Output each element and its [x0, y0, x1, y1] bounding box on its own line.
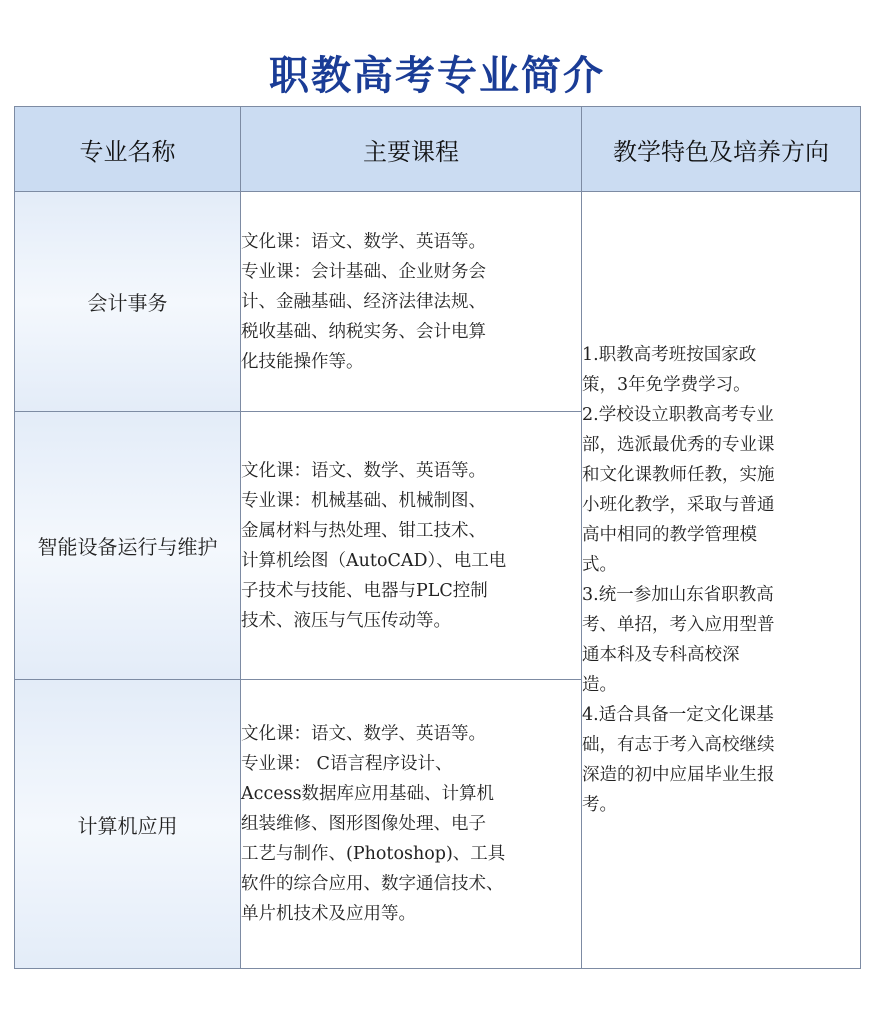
table-row [15, 192, 861, 412]
feature-line: 考、单招，考入应用型普 [582, 615, 775, 635]
course-line: Access数据库应用基础、计算机 [241, 784, 495, 804]
course-cell [241, 412, 582, 680]
course-line: 文化课：语文、数学、英语等。 [241, 724, 486, 744]
course-line: 税收基础、纳税实务、会计电算 [241, 321, 486, 342]
course-line: 专业课：机械基础、机械制图、 [241, 490, 486, 511]
major-name: 智能设备运行与维护 [15, 412, 241, 680]
course-line: 专业课：会计基础、企业财务会 [241, 261, 486, 282]
feature-line: 1.职教高考班按国家政 [582, 345, 757, 365]
feature-line: 高中相同的教学管理模 [582, 525, 757, 545]
course-line: 单片机技术及应用等。 [241, 904, 416, 924]
course-cell [241, 192, 582, 412]
header-major-name: 专业名称 [15, 107, 241, 192]
major-name: 计算机应用 [15, 680, 241, 969]
course-line: 专业课： C语言程序设计、 [241, 754, 453, 774]
course-line: 组装维修、图形图像处理、电子 [241, 814, 486, 834]
course-line: 工艺与制作、(Photoshop)、工具 [241, 844, 506, 864]
feature-line: 3.统一参加山东省职教高 [582, 585, 774, 605]
feature-item [582, 580, 860, 700]
course-line: 计算机绘图（AutoCAD）、电工电 [241, 550, 507, 571]
feature-line: 深造的初中应届毕业生报 [582, 765, 775, 785]
header-features: 教学特色及培养方向 [582, 107, 861, 192]
course-line: 文化课：语文、数学、英语等。 [241, 460, 486, 481]
feature-item [582, 340, 860, 400]
course-line: 金属材料与热处理、钳工技术、 [241, 520, 486, 541]
course-line: 文化课：语文、数学、英语等。 [241, 231, 486, 252]
course-list [241, 719, 581, 929]
page-title: 职教高考专业简介 [269, 53, 605, 99]
course-cell [241, 680, 582, 969]
feature-line: 2.学校设立职教高考专业 [582, 405, 774, 425]
feature-line: 小班化教学，采取与普通 [582, 495, 775, 515]
feature-item [582, 700, 860, 820]
feature-line: 造。 [582, 675, 617, 695]
course-line: 化技能操作等。 [241, 351, 364, 372]
feature-line: 考。 [582, 795, 617, 815]
table-header-row [15, 107, 861, 192]
course-line: 技术、液压与气压传动等。 [241, 610, 451, 631]
feature-line: 式。 [582, 555, 617, 575]
major-name: 会计事务 [15, 192, 241, 412]
course-line: 计、金融基础、经济法律法规、 [241, 291, 486, 312]
course-list [241, 456, 581, 636]
feature-line: 策，3年免学费学习。 [582, 375, 751, 395]
course-line: 软件的综合应用、数字通信技术、 [241, 874, 504, 894]
feature-line: 通本科及专科高校深 [582, 645, 740, 665]
feature-line: 础，有志于考入高校继续 [582, 735, 775, 755]
course-list [241, 227, 581, 377]
feature-item [582, 400, 860, 580]
feature-line: 和文化课教师任教，实施 [582, 465, 775, 485]
course-line: 子技术与技能、电器与PLC控制 [241, 580, 488, 601]
feature-line: 4.适合具备一定文化课基 [582, 705, 774, 725]
majors-table [14, 106, 861, 969]
header-main-courses: 主要课程 [241, 107, 582, 192]
feature-cell [582, 192, 861, 969]
feature-line: 部，选派最优秀的专业课 [582, 435, 775, 455]
